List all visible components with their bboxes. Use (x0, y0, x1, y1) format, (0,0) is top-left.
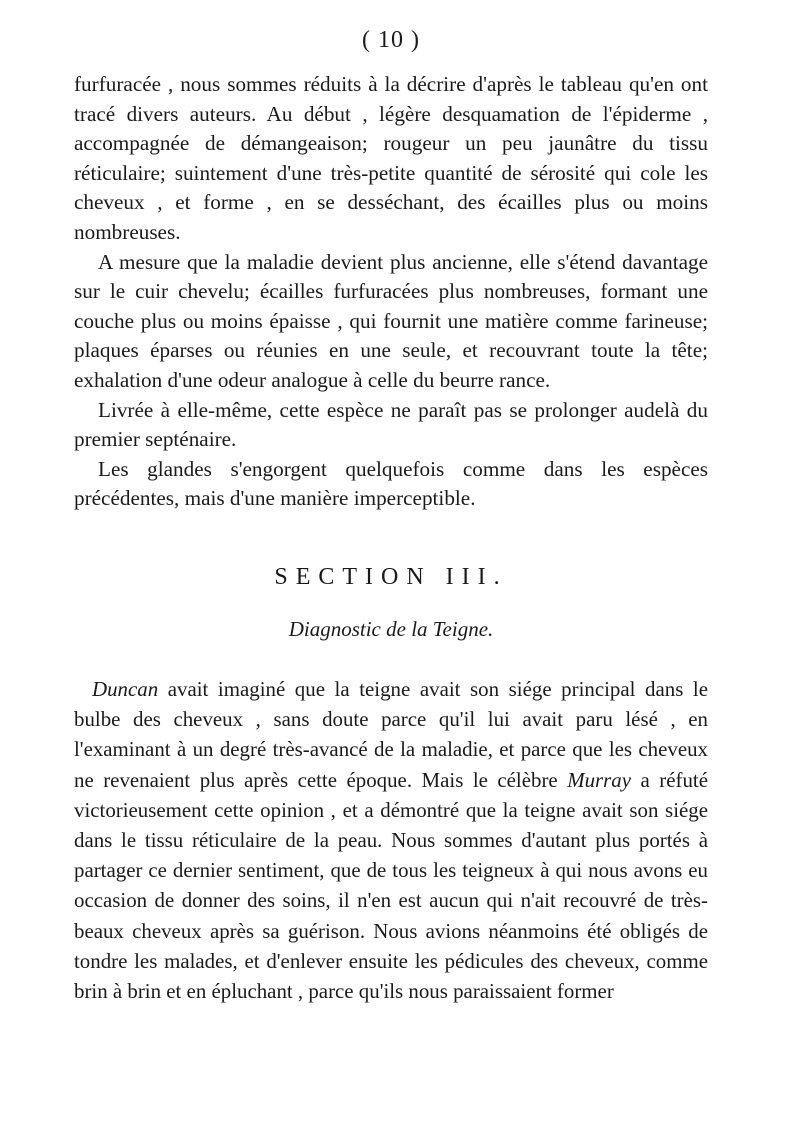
diagnostic-text-part1: avait imaginé que la teigne avait son siége principal dans le bulbe des cheveux , sans doute parce qu'il lui avait paru lésé , en l'examinant à un degré très-avancé de la maladie, et parce que les cheveux ne revenaient plus après cette époque. Mais le célèbre (74, 676, 708, 792)
paragraph-duration: Livrée à elle-même, cette espèce ne paraît pas se prolonger audelà du premier septénaire. (74, 397, 708, 452)
diagnostic-text-part2: a réfuté victorieusement cette opinion , et a démontré que la teigne avait son siége dans le tissu réticulaire de la peau. Nous sommes d'autant plus portés à partager ce dernier sentiment, que de tous les teigneux à qui nous avons eu occasion de donner des soins, il n'en est aucun qui n'ait recouvré de très-beaux cheveux après sa guérison. Nous avions néanmoins été obligés de tondre les malades, et d'enlever ensuite les pédicules des cheveux, comme brin à brin et en épluchant , parce qu'ils nous paraissaient former (74, 767, 708, 1003)
book-page (74, 26, 708, 1006)
author-name-murray: Murray (567, 767, 632, 792)
section-subtitle: Diagnostic de la Teigne. (288, 616, 494, 641)
author-name-duncan: Duncan (92, 676, 159, 701)
paragraph-disease-progress: A mesure que la maladie devient plus ancienne, elle s'étend davantage sur le cuir chevelu; écailles furfuracées plus nombreuses, formant une couche plus ou moins épaisse , qui fournit une matière comme farineuse; plaques éparses ou réunies en une seule, et recouvrant toute la tête; exhalation d'une odeur analogue à celle du beurre rance. (74, 249, 708, 392)
section-heading: SECTION III. (274, 563, 508, 590)
paragraph-glands: Les glandes s'engorgent quelquefois comme dans les espèces précédentes, mais d'une manière imperceptible. (74, 456, 708, 511)
page-number: ( 10 ) (362, 27, 420, 53)
paragraph-continuation: furfuracée , nous sommes réduits à la décrire d'après le tableau qu'en ont tracé divers auteurs. Au début , légère desquamation de l'épiderme , accompagnée de démangeaison; rougeur un peu jaunâtre du tissu réticulaire; suintement d'une très-petite quantité de sérosité qui cole les cheveux , et forme , en se desséchant, des écailles plus ou moins nombreuses. (74, 72, 708, 244)
paragraph-diagnostic (74, 674, 708, 1006)
